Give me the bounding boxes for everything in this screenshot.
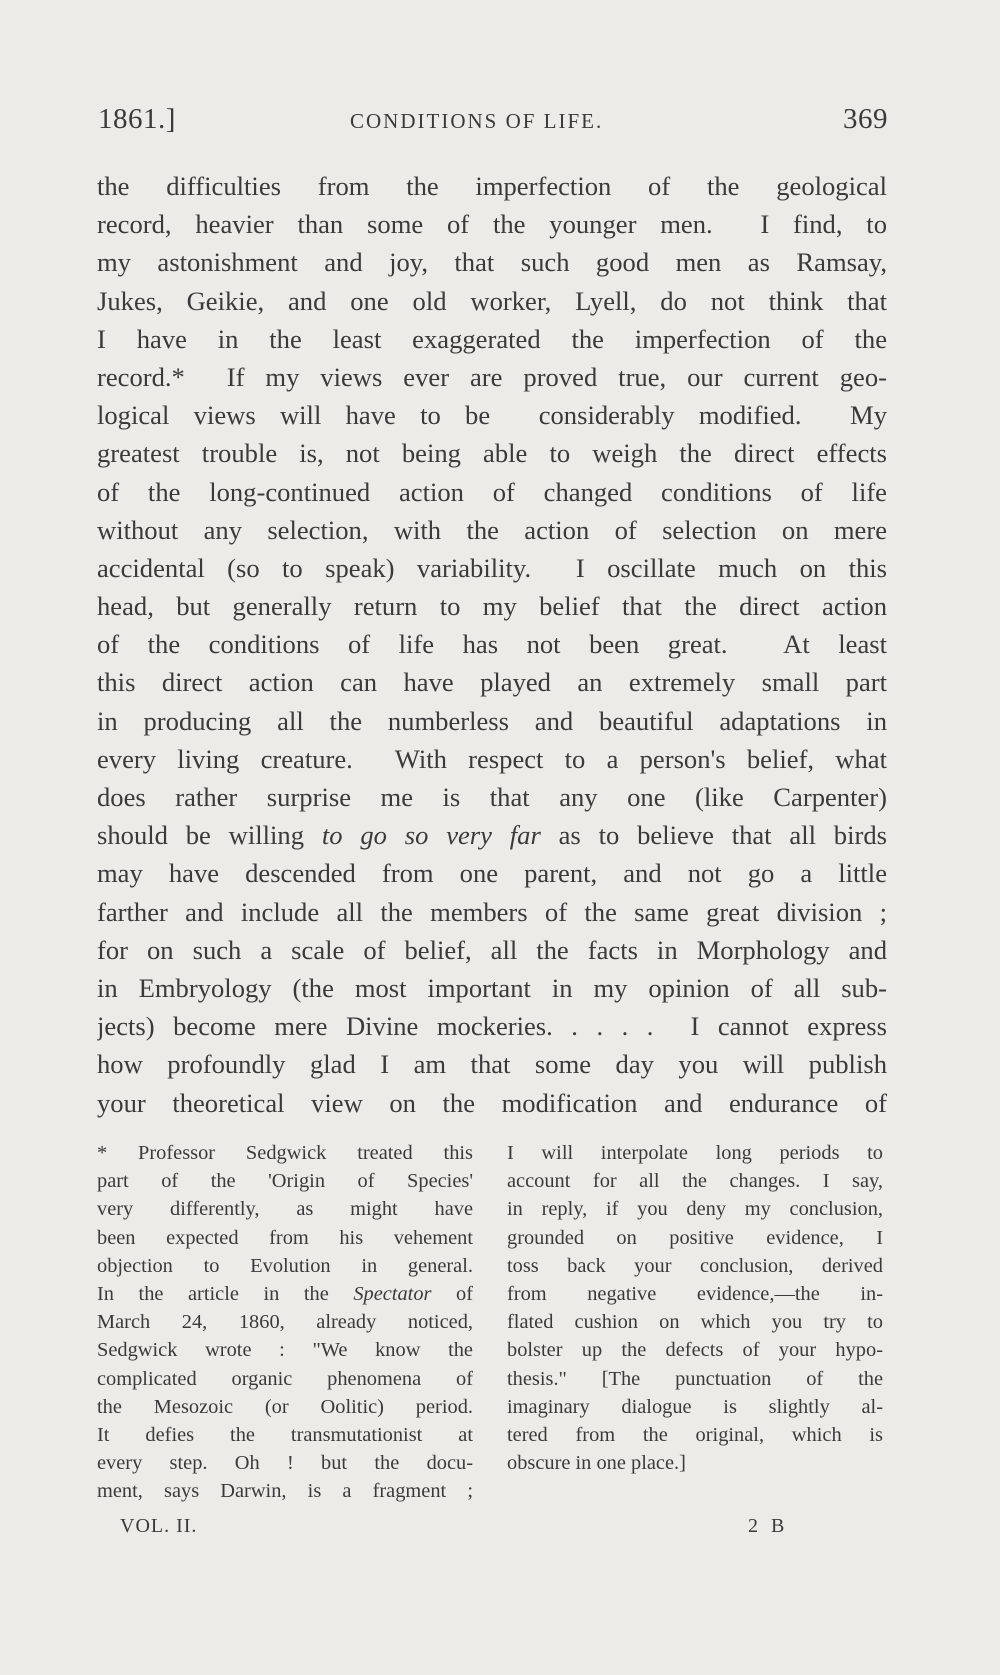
text-segment: In the article in the xyxy=(97,1282,354,1305)
text-segment: logical views will have to be considerably modified. My xyxy=(97,400,887,431)
text-segment: grounded on positive evidence, I xyxy=(507,1226,883,1249)
footnote-line xyxy=(97,1336,473,1364)
text-segment: objection to Evolution in general. xyxy=(97,1254,473,1277)
italic-text: to go so very far xyxy=(321,820,541,851)
text-line xyxy=(97,358,887,396)
main-text xyxy=(97,167,887,1122)
text-line xyxy=(97,549,887,587)
footnote-line xyxy=(507,1139,883,1167)
text-line xyxy=(97,587,887,625)
footnote-line xyxy=(97,1195,473,1223)
footnote-line xyxy=(507,1252,883,1280)
text-segment: of the conditions of life has not been great. At least xyxy=(97,629,887,660)
running-head xyxy=(98,103,888,143)
text-line xyxy=(97,778,887,816)
text-segment: in Embryology (the most important in my opinion of all sub- xyxy=(97,972,887,1003)
footnote xyxy=(97,1139,887,1509)
volume-mark: VOL. II. xyxy=(120,1515,198,1537)
text-segment: * Professor Sedgwick treated this xyxy=(97,1142,473,1164)
text-segment: farther and include all the members of the same great division ; xyxy=(97,896,887,927)
text-segment: may have descended from one parent, and not go a little xyxy=(97,858,887,889)
text-segment: Jukes, Geikie, and one old worker, Lyell, do not think that xyxy=(97,285,887,316)
footnote-line xyxy=(97,1280,473,1308)
text-segment: my astonishment and joy, that such good men as Ramsay, xyxy=(97,247,887,278)
text-line xyxy=(97,1084,887,1122)
text-segment: obscure in one place.] xyxy=(507,1452,686,1475)
footnote-column-left xyxy=(97,1139,473,1505)
text-segment: record, heavier than some of the younger men. I find, to xyxy=(97,209,887,240)
footnote-column-right xyxy=(507,1139,883,1477)
text-segment: I will interpolate long periods to xyxy=(507,1142,883,1164)
text-line xyxy=(97,702,887,740)
text-segment: accidental (so to speak) variability. I oscillate much on this xyxy=(97,552,887,583)
text-segment: bolster up the defects of your hypo- xyxy=(507,1339,883,1362)
footnote-line xyxy=(507,1421,883,1449)
running-head-year: 1861.] xyxy=(98,103,176,135)
text-line xyxy=(97,396,887,434)
running-head-title: CONDITIONS OF LIFE. xyxy=(350,109,604,133)
text-segment: very differently, as might have xyxy=(97,1198,473,1221)
text-segment: thesis." [The punctuation of the xyxy=(507,1367,883,1390)
footnote-line xyxy=(97,1365,473,1393)
text-segment: how profoundly glad I am that some day you will publish xyxy=(97,1049,887,1080)
footnote-line xyxy=(507,1167,883,1195)
footnote-line xyxy=(507,1224,883,1252)
text-segment: complicated organic phenomena of xyxy=(97,1367,473,1390)
footnote-line xyxy=(507,1449,883,1477)
text-segment: the Mesozoic (or Oolitic) period. xyxy=(97,1395,473,1418)
text-segment: without any selection, with the action of selection on mere xyxy=(97,514,887,545)
text-segment: of the long-continued action of changed conditions of life xyxy=(97,476,887,507)
text-segment: March 24, 1860, already noticed, xyxy=(97,1311,473,1334)
footnote-line xyxy=(507,1336,883,1364)
text-segment: part of the 'Origin of Species' xyxy=(97,1170,473,1193)
footnote-line xyxy=(97,1477,473,1505)
text-segment: jects) become mere Divine mockeries. . . . . I cannot express xyxy=(97,1011,887,1042)
text-segment: of xyxy=(431,1282,473,1305)
text-line xyxy=(97,893,887,931)
signature-mark: 2 B xyxy=(748,1515,789,1537)
text-line xyxy=(97,931,887,969)
page-number: 369 xyxy=(843,103,888,135)
footnote-line xyxy=(97,1224,473,1252)
text-line xyxy=(97,167,887,205)
footnote-line xyxy=(97,1167,473,1195)
text-segment: every living creature. With respect to a person's belief, what xyxy=(97,743,887,774)
text-segment: head, but generally return to my belief that the direct action xyxy=(97,591,887,622)
text-segment: the difficulties from the imperfection of the geological xyxy=(97,171,887,201)
text-segment: account for all the changes. I say, xyxy=(507,1170,883,1193)
footnote-line xyxy=(97,1252,473,1280)
text-segment: It defies the transmutationist at xyxy=(97,1423,473,1446)
text-line xyxy=(97,320,887,358)
text-line xyxy=(97,434,887,472)
text-line xyxy=(97,816,887,854)
footnote-line xyxy=(97,1393,473,1421)
text-segment: been expected from his vehement xyxy=(97,1226,473,1249)
text-segment: should be willing xyxy=(97,820,322,851)
text-line xyxy=(97,663,887,701)
text-segment: Sedgwick wrote : "We know the xyxy=(97,1339,473,1362)
footnote-line xyxy=(507,1280,883,1308)
footnote-line xyxy=(507,1308,883,1336)
text-line xyxy=(97,243,887,281)
text-line xyxy=(97,282,887,320)
text-segment: tered from the original, which is xyxy=(507,1423,883,1446)
text-segment: toss back your conclusion, derived xyxy=(507,1254,883,1277)
text-segment: your theoretical view on the modification and endurance of xyxy=(97,1087,887,1118)
text-segment: greatest trouble is, not being able to weigh the direct effects xyxy=(97,438,887,469)
footnote-line xyxy=(507,1365,883,1393)
text-line xyxy=(97,205,887,243)
signature-line xyxy=(120,1515,810,1545)
text-segment: ment, says Darwin, is a fragment ; xyxy=(97,1480,473,1503)
text-segment: imaginary dialogue is slightly al- xyxy=(507,1395,883,1418)
text-segment: record.* If my views ever are proved true, our current geo- xyxy=(97,361,887,392)
footnote-line xyxy=(97,1449,473,1477)
footnote-line xyxy=(507,1195,883,1223)
text-line xyxy=(97,1045,887,1083)
text-segment: in producing all the numberless and beautiful adaptations in xyxy=(97,705,887,736)
text-segment: in reply, if you deny my conclusion, xyxy=(507,1198,883,1221)
footnote-line xyxy=(97,1308,473,1336)
text-segment: this direct action can have played an extremely small part xyxy=(97,667,887,698)
text-segment: does rather surprise me is that any one (like Carpenter) xyxy=(97,782,887,812)
text-line xyxy=(97,473,887,511)
text-segment: as to believe that all birds xyxy=(540,820,887,851)
text-line xyxy=(97,969,887,1007)
text-line xyxy=(97,854,887,892)
footnote-line xyxy=(97,1139,473,1167)
text-segment: every step. Oh ! but the docu- xyxy=(97,1452,473,1475)
footnote-line xyxy=(507,1393,883,1421)
text-line xyxy=(97,740,887,778)
text-line xyxy=(97,511,887,549)
text-segment: from negative evidence,—the in- xyxy=(507,1282,883,1305)
footnote-line xyxy=(97,1421,473,1449)
text-segment: flated cushion on which you try to xyxy=(507,1311,883,1334)
text-segment: I have in the least exaggerated the imperfection of the xyxy=(97,323,887,354)
text-line xyxy=(97,625,887,663)
text-line xyxy=(97,1007,887,1045)
italic-text: Spectator xyxy=(353,1282,432,1305)
text-segment: for on such a scale of belief, all the facts in Morphology and xyxy=(97,934,887,965)
